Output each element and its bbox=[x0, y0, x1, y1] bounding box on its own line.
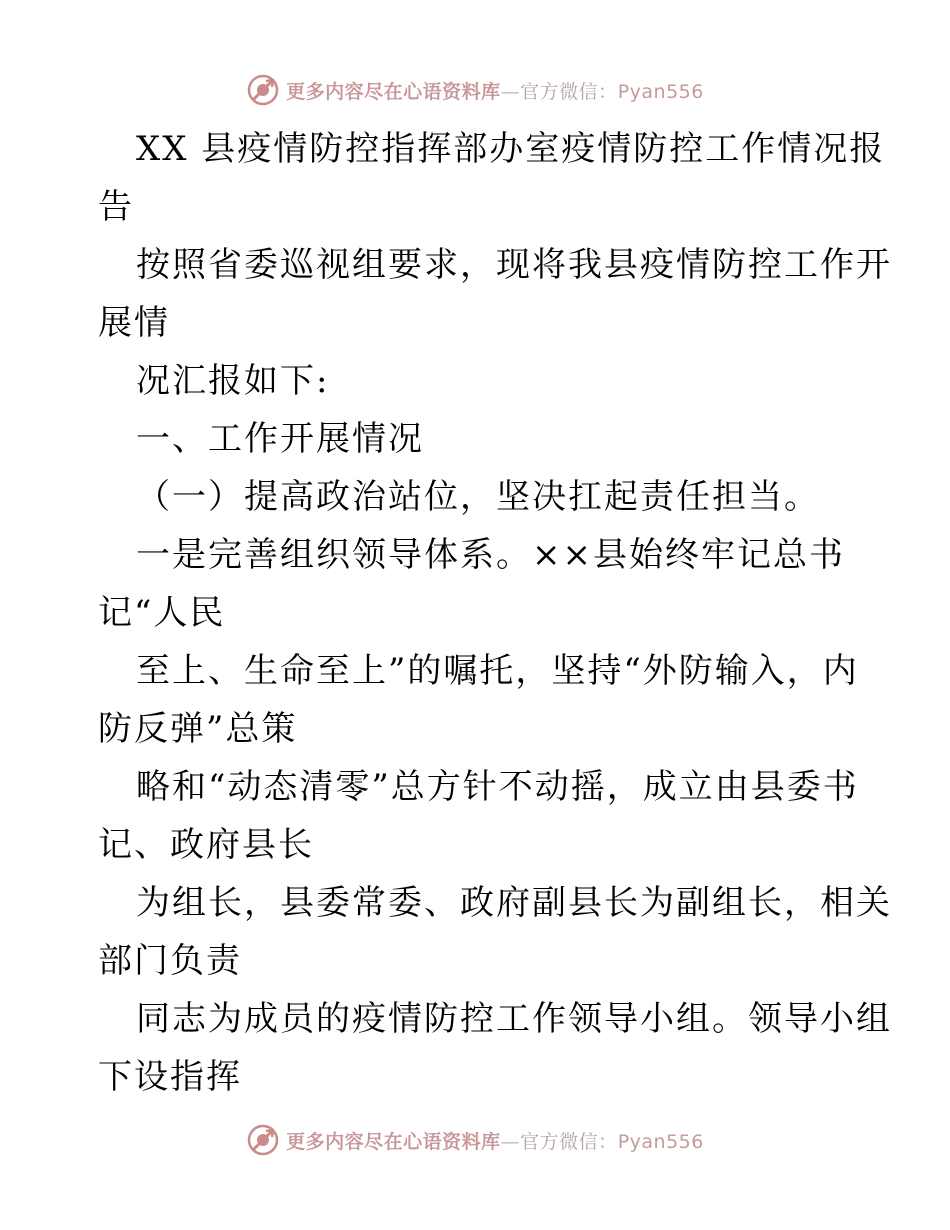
document-line: 部门负责 bbox=[98, 941, 242, 981]
header-watermark bbox=[0, 70, 950, 110]
document-line: 展情 bbox=[98, 303, 170, 343]
document-line: 防反弹”总策 bbox=[98, 709, 298, 749]
watermark-main: 更多内容尽在心语资料库 bbox=[286, 80, 501, 103]
document-line: 同志为成员的疫情防控工作领导小组。领导小组 bbox=[136, 999, 892, 1039]
footer-watermark bbox=[0, 1120, 950, 1160]
document-line: 下设指挥 bbox=[98, 1057, 242, 1097]
watermark-separator: — bbox=[500, 80, 521, 103]
document-line: 为组长，县委常委、政府副县长为副组长，相关 bbox=[136, 883, 892, 923]
logo-icon bbox=[246, 1123, 280, 1157]
watermark-sub: 官方微信： bbox=[520, 80, 618, 103]
document-line: XX 县疫情防控指挥部办室疫情防控工作情况报 bbox=[136, 129, 886, 169]
watermark-text bbox=[286, 1127, 704, 1154]
watermark-id: Pyan556 bbox=[617, 80, 704, 103]
watermark-id: Pyan556 bbox=[617, 1130, 704, 1153]
document-line: （一）提高政治站位，坚决扛起责任担当。 bbox=[136, 477, 820, 517]
document-line: 一是完善组织领导体系。××县始终牢记总书 bbox=[136, 535, 845, 575]
document-line: 至上、生命至上”的嘱托，坚持“外防输入，内 bbox=[136, 651, 859, 691]
watermark-sub: 官方微信： bbox=[520, 1130, 618, 1153]
watermark-main: 更多内容尽在心语资料库 bbox=[286, 1130, 501, 1153]
document-line: 一、工作开展情况 bbox=[136, 419, 424, 459]
document-body bbox=[98, 120, 892, 1106]
document-line: 按照省委巡视组要求，现将我县疫情防控工作开 bbox=[136, 245, 892, 285]
document-line: 记“人民 bbox=[98, 593, 226, 633]
logo-icon bbox=[246, 73, 280, 107]
watermark-separator: — bbox=[500, 1130, 521, 1153]
document-line: 告 bbox=[98, 187, 134, 227]
document-line: 记、政府县长 bbox=[98, 825, 314, 865]
document-line: 况汇报如下: bbox=[136, 361, 330, 401]
document-line: 略和“动态清零”总方针不动摇，成立由县委书 bbox=[136, 767, 859, 807]
watermark-text bbox=[286, 77, 704, 104]
